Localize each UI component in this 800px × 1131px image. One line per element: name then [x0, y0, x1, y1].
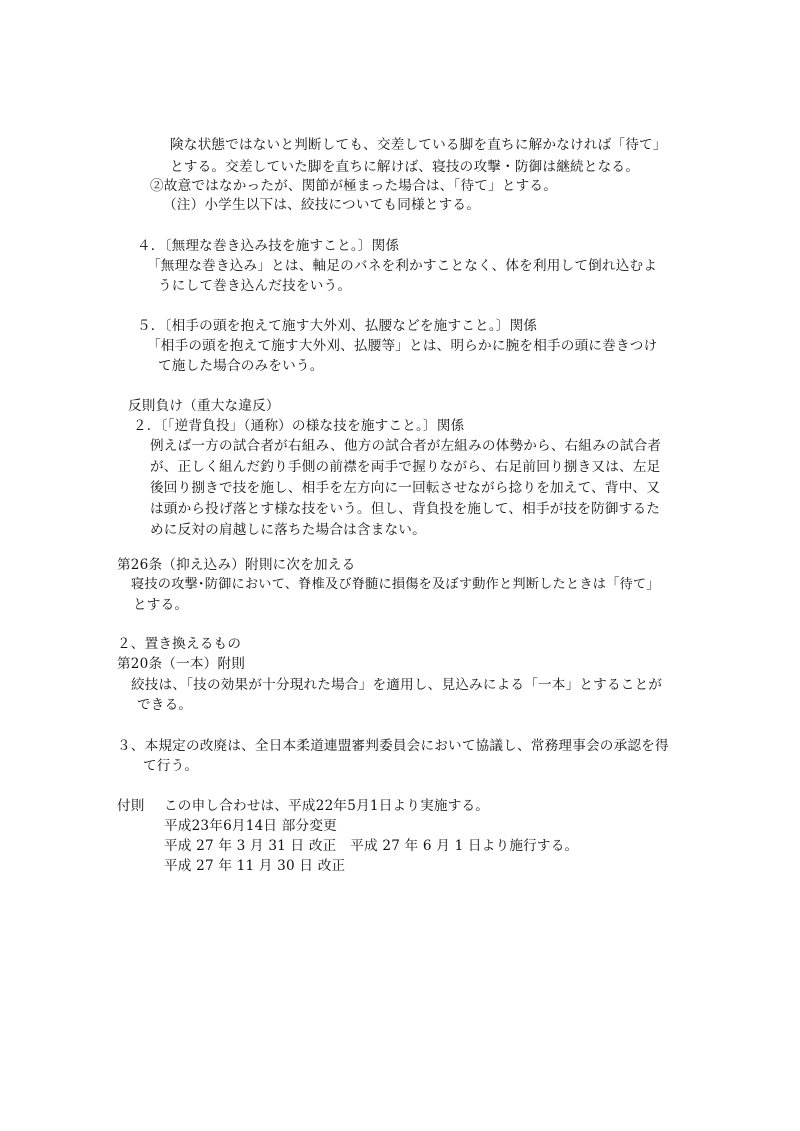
section-heading: ２．〔「逆背負投」（通称）の様な技を施すこと。〕関係: [133, 418, 465, 434]
note-line: （注）小学生以下は、絞技についても同様とする。: [163, 197, 480, 213]
text-line: 険な状態ではないと判断しても、交差している脚を直ちに解かなければ「待て」: [170, 137, 667, 153]
text-line: 「相手の頭を抱えて施す大外刈、払腰等」とは、明らかに腕を相手の頭に巻きつけ: [147, 338, 658, 354]
section-heading: ５．〔相手の頭を抱えて施す大外刈、払腰などを施すこと。〕関係: [137, 318, 538, 334]
text-line: 後回り捌きで技を施し、相手を左方向に一回転させながら捻りを加えて、背中、又: [150, 480, 661, 496]
article-heading: 第26条（抑え込み）附則に次を加える: [117, 557, 356, 573]
text-line: 「無理な巻き込み」とは、軸足のバネを利かすことなく、体を利用して倒れ込むよ: [147, 258, 658, 274]
text-line: めに反対の肩越しに落ちた場合は含まない。: [150, 522, 426, 538]
text-line: が、正しく組んだ釣り手側の前襟を両手で握りながら、右足前回り捌き又は、左足: [150, 459, 661, 475]
section-heading: ３、本規定の改廃は、全日本柔道連盟審判委員会において協議し、常務理事会の承認を得: [117, 738, 669, 754]
section-title: 反則負け（重大な違反）: [128, 398, 280, 414]
text-line: 絞技は、「技の効果が十分現れた場合」を適用し、見込みによる「一本」とすることが: [131, 677, 663, 693]
text-line: 平成 27 年 11 月 30 日 改正: [164, 858, 346, 874]
text-line: 平成23年6月14日 部分変更: [164, 818, 337, 834]
section-heading: ４．〔無理な巻き込み技を施すこと。〕関係: [137, 238, 400, 254]
text-line: とする。交差していた脚を直ちに解けば、寝技の攻撃・防御は継続となる。: [170, 159, 639, 175]
text-line: この申し合わせは、平成22年5月1日より実施する。: [164, 798, 490, 814]
text-line: うにして巻き込んだ技をいう。: [158, 278, 352, 294]
text-line: 例えば一方の試合者が右組み、他方の試合者が左組みの体勢から、右組みの試合者: [150, 438, 662, 454]
text-line: て施した場合のみをいう。: [158, 358, 324, 374]
text-line: は頭から投げ落とす様な技をいう。但し、背負投を施して、相手が技を防御するた: [150, 501, 661, 517]
article-heading: 第20条（一本）附則: [117, 656, 246, 672]
section-heading: ２、置き換えるもの: [117, 636, 242, 652]
text-line: て行う。: [143, 758, 199, 774]
fusoku-label: 付則: [117, 798, 145, 814]
text-line: ②故意ではなかったが、関節が極まった場合は、「待て」とする。: [150, 178, 558, 194]
text-line: とする。: [133, 597, 189, 613]
text-line: 寝技の攻撃･防御において、脊椎及び脊髄に損傷を及ぼす動作と判断したときは「待て」: [131, 577, 660, 592]
text-line: 平成 27 年 3 月 31 日 改正 平成 27 年 6 月 1 日より施行する。: [164, 838, 579, 854]
text-line: できる。: [137, 697, 193, 713]
